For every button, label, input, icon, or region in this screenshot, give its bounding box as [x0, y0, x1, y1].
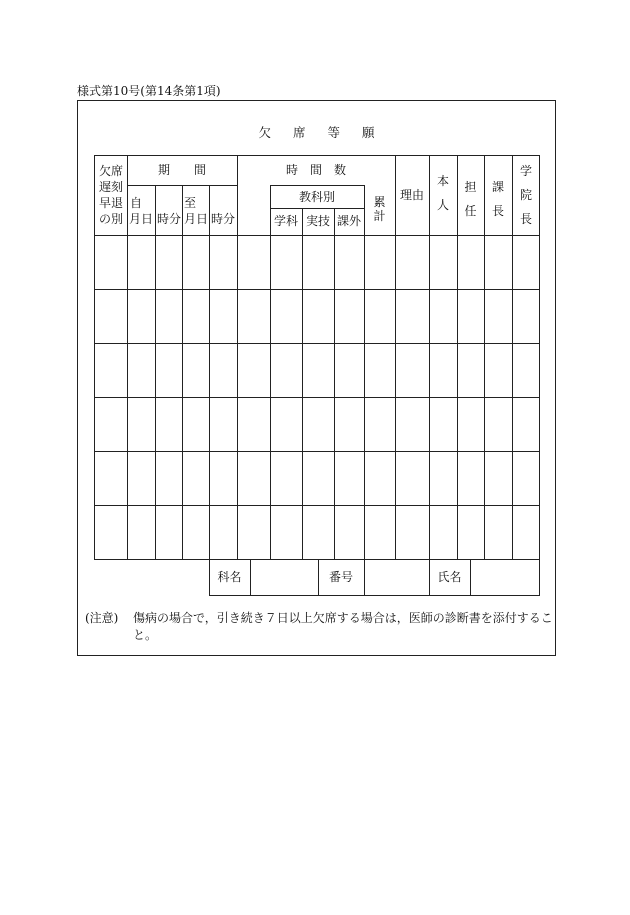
category-line-2: 遅刻 — [98, 180, 123, 194]
principal-line-2: 院 — [519, 188, 532, 202]
department-label: 科名 — [217, 570, 242, 584]
category-line-1: 欠席 — [98, 164, 123, 178]
homeroom-line-2: 任 — [464, 204, 477, 218]
section-chief-header — [484, 175, 512, 223]
cumulative-line-1: 累 — [373, 195, 386, 209]
to-label: 至 — [184, 196, 197, 210]
category-line-4: の別 — [98, 212, 123, 226]
self-line-1: 本 — [436, 174, 449, 188]
form-number: 様式第10号(第14条第1項) — [77, 84, 221, 98]
reason-header: 理由 — [399, 188, 424, 202]
homeroom-header — [457, 175, 484, 223]
homeroom-line-1: 担 — [464, 180, 477, 194]
department-field[interactable] — [250, 560, 318, 595]
to-month-day: 月日 — [183, 212, 208, 226]
note-text: 傷病の場合で，引き続き７日以上欠席する場合は，医師の診断書を添付すること。 — [133, 611, 553, 642]
hours-header: 時 間 数 — [285, 163, 346, 177]
from-month-day: 月日 — [128, 212, 153, 226]
academic-header: 学科 — [273, 214, 298, 228]
category-line-3: 早退 — [98, 196, 123, 210]
cumulative-header — [364, 195, 395, 223]
practical-header: 実技 — [305, 214, 330, 228]
self-header — [429, 169, 457, 217]
category-header — [94, 163, 128, 227]
from-time: 時分 — [156, 212, 181, 226]
name-label: 氏名 — [437, 570, 462, 584]
principal-line-3: 長 — [519, 212, 532, 226]
from-label: 自 — [130, 196, 143, 210]
cumulative-line-2: 計 — [373, 209, 386, 223]
note-label: (注意) — [85, 611, 119, 625]
absence-request-form — [77, 100, 556, 656]
number-label: 番号 — [328, 570, 353, 584]
by-subject-header: 教科別 — [298, 190, 335, 204]
number-field[interactable] — [364, 560, 429, 595]
section-chief-line-1: 課 — [491, 180, 504, 194]
period-header: 期 間 — [157, 163, 206, 177]
name-field[interactable] — [470, 560, 540, 595]
principal-header — [512, 159, 540, 231]
to-time: 時分 — [210, 212, 235, 226]
form-title: 欠席等願 — [258, 125, 397, 140]
section-chief-line-2: 長 — [491, 204, 504, 218]
self-line-2: 人 — [436, 198, 449, 212]
principal-line-1: 学 — [519, 164, 532, 178]
extracurricular-header: 課外 — [336, 214, 361, 228]
